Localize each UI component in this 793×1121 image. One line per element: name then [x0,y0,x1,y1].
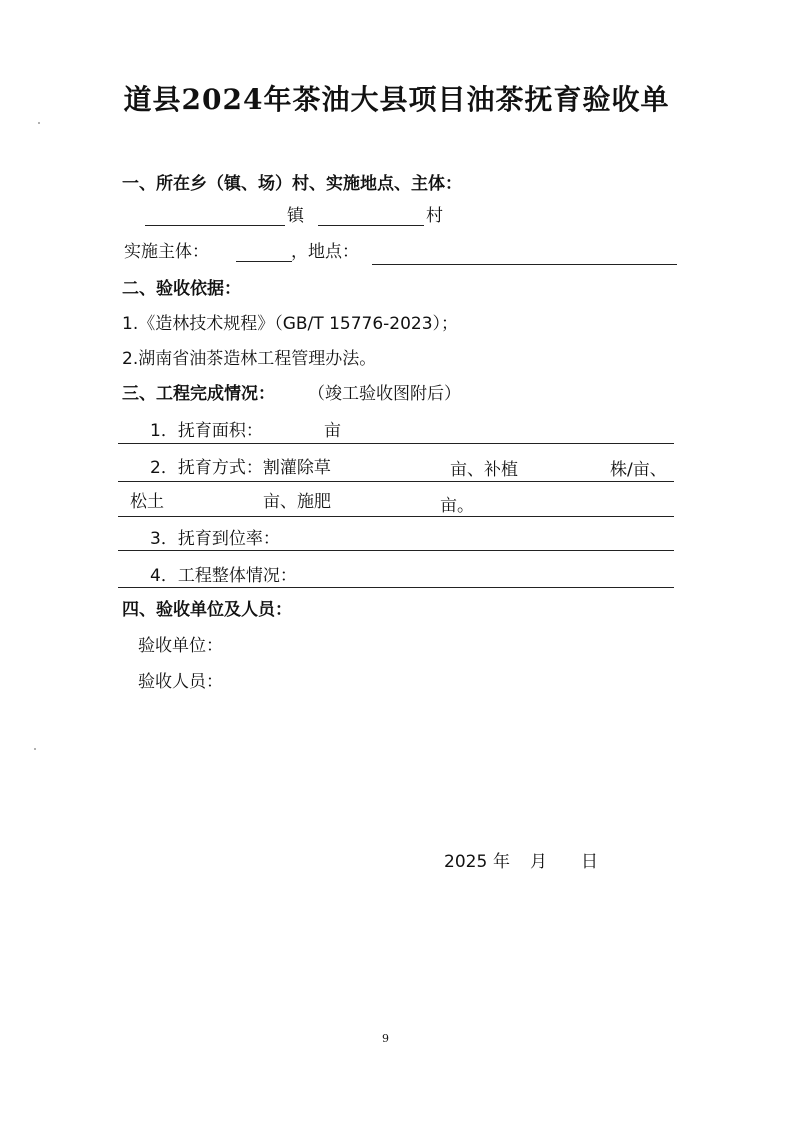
subject-blank[interactable] [236,261,292,262]
tending-rate-line[interactable] [118,550,674,551]
tending-method-unit2: 株/亩、 [610,460,667,480]
section1-heading: 一、所在乡（镇、场）村、实施地点、主体： [122,174,462,194]
fertilize-unit: 亩。 [440,496,474,516]
town-blank[interactable] [145,225,285,226]
tending-area-unit: 亩 [324,421,341,441]
town-suffix: 镇 [287,206,304,226]
village-blank[interactable] [318,225,424,226]
scan-speck [38,122,40,124]
basis-item-1: 1.《造林技术规程》（GB/T 15776-2023）； [122,314,459,334]
village-suffix: 村 [426,206,443,226]
inspection-people-label: 验收人员： [138,672,223,692]
section3-note: （竣工验收图附后） [308,384,461,404]
tending-rate-label: 3．抚育到位率： [150,529,280,549]
section3-heading: 三、工程完成情况： [122,384,275,404]
tending-method-unit1: 亩、补植 [450,460,518,480]
form-title: 道县2024年茶油大县项目油茶抚育验收单 [123,83,670,116]
loosening-line[interactable] [118,516,674,517]
tending-area-label: 1．抚育面积： [150,421,263,441]
tending-area-line[interactable] [118,443,674,444]
overall-condition-line[interactable] [118,587,674,588]
section4-heading: 四、验收单位及人员： [122,600,292,620]
subject-label: 实施主体： [124,242,209,262]
inspection-unit-label: 验收单位： [138,636,223,656]
basis-item-2: 2.湖南省油茶造林工程管理办法。 [122,349,377,369]
loosening-unit: 亩、施肥 [263,492,331,512]
location-blank[interactable] [372,264,677,265]
location-label: ，地点： [291,242,359,262]
scan-speck [34,748,36,750]
tending-method-label: 2．抚育方式：割灌除草 [150,458,331,478]
section2-heading: 二、验收依据： [122,279,241,299]
page-number: 9 [382,1032,389,1045]
date-year: 2025 [444,852,488,872]
date-year-char: 年 [493,852,510,872]
overall-condition-label: 4．工程整体情况： [150,566,297,586]
date-day-char: 日 [581,852,598,872]
tending-method-line[interactable] [118,481,674,482]
loosening-label: 松土 [130,492,164,512]
date-month-char: 月 [530,852,547,872]
